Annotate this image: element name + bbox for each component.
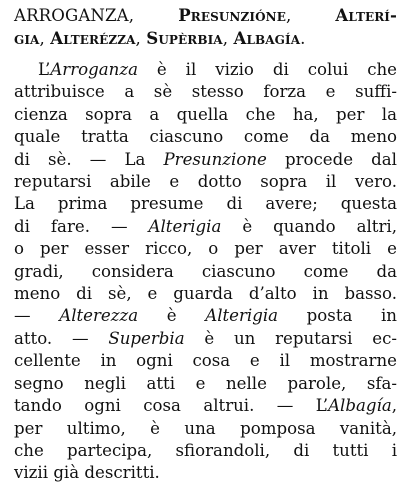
heading-term-alterigia-part2: gia xyxy=(14,28,40,48)
italic-term: Arroganza xyxy=(50,60,139,79)
body-text: è xyxy=(138,306,206,326)
italic-term: Albagía xyxy=(328,396,392,416)
body-line xyxy=(14,328,397,350)
body-line xyxy=(14,193,397,215)
body-line xyxy=(14,216,397,238)
body-text: attribuisce a sè stesso forza e suffi- xyxy=(14,82,397,102)
body-line xyxy=(14,350,397,372)
body-text: segno negli atti e nelle parole, sfa- xyxy=(14,373,397,393)
body-text: , xyxy=(391,396,397,416)
body-line xyxy=(14,305,397,327)
body-text: procede dal xyxy=(266,149,397,169)
heading-period: . xyxy=(300,29,306,48)
body-text: vizii già descritti. xyxy=(14,463,160,483)
heading-separator: , xyxy=(39,29,51,48)
heading-line-2 xyxy=(14,27,397,50)
body-text: di sè. — La xyxy=(14,149,164,169)
heading-term-presunzione: Presunzióne xyxy=(178,5,286,25)
body-line xyxy=(14,104,397,126)
body-text: gradi, considera ciascuno come da xyxy=(14,261,397,281)
body-line xyxy=(14,149,397,171)
heading-term-alterigia-part1: Alterí- xyxy=(335,5,397,25)
body-text: cienza sopra a quella che ha, per la xyxy=(14,104,397,124)
heading-separator: , xyxy=(222,29,234,48)
heading-line-1 xyxy=(14,4,397,27)
body-text: è un reputarsi ec- xyxy=(184,328,397,348)
body-text: di fare. — xyxy=(14,216,149,236)
body-text: La prima presume di avere; questa xyxy=(14,194,397,214)
italic-term: Superbia xyxy=(108,328,185,348)
body-text: è quando altri, xyxy=(221,216,397,236)
heading-separator: , xyxy=(135,29,147,48)
body-text: è il vizio di colui che xyxy=(138,60,397,79)
body-text: reputarsi abile e dotto sopra il vero. xyxy=(14,172,397,192)
body-line xyxy=(14,418,397,440)
body-text: atto. — xyxy=(14,328,109,348)
heading-term-alterezza: Alterézza xyxy=(50,28,136,48)
italic-term: Alterigia xyxy=(148,216,222,236)
entry-heading xyxy=(14,4,397,50)
body-text: tando ogni cosa altrui. — L’ xyxy=(14,396,329,416)
body-line xyxy=(14,261,397,283)
body-line xyxy=(14,126,397,148)
heading-separator: , xyxy=(285,6,336,25)
body-line xyxy=(14,440,397,462)
italic-term: Alterigia xyxy=(205,306,279,326)
heading-term-superbia: Supèrbia xyxy=(146,28,223,48)
body-line xyxy=(14,59,397,81)
body-line xyxy=(14,81,397,103)
body-line xyxy=(14,283,397,305)
body-text: quale tratta ciascuno come da meno xyxy=(14,127,397,147)
entry-body-text xyxy=(14,59,397,485)
body-text: — xyxy=(14,306,60,326)
body-line xyxy=(14,373,397,395)
body-line xyxy=(14,171,397,193)
body-text: posta in xyxy=(278,306,397,326)
italic-term: Alterezza xyxy=(59,306,139,326)
body-text: L’ xyxy=(38,60,51,79)
heading-term-arroganza: ARROGANZA, xyxy=(14,6,179,25)
body-line xyxy=(14,462,397,484)
body-text: meno di sè, e guarda d’alto in basso. xyxy=(14,284,397,304)
body-text: che partecipa, sfiorandoli, di tutti i xyxy=(14,440,397,460)
heading-term-albagia: Albagía xyxy=(233,28,301,48)
italic-term: Presunzione xyxy=(163,149,267,169)
body-text: per ultimo, è una pomposa vanità, xyxy=(14,418,397,438)
body-line xyxy=(14,395,397,417)
body-text: cellente in ogni cosa e il mostrarne xyxy=(14,351,397,371)
body-line xyxy=(14,238,397,260)
body-text: o per esser ricco, o per aver titoli e xyxy=(14,239,397,259)
